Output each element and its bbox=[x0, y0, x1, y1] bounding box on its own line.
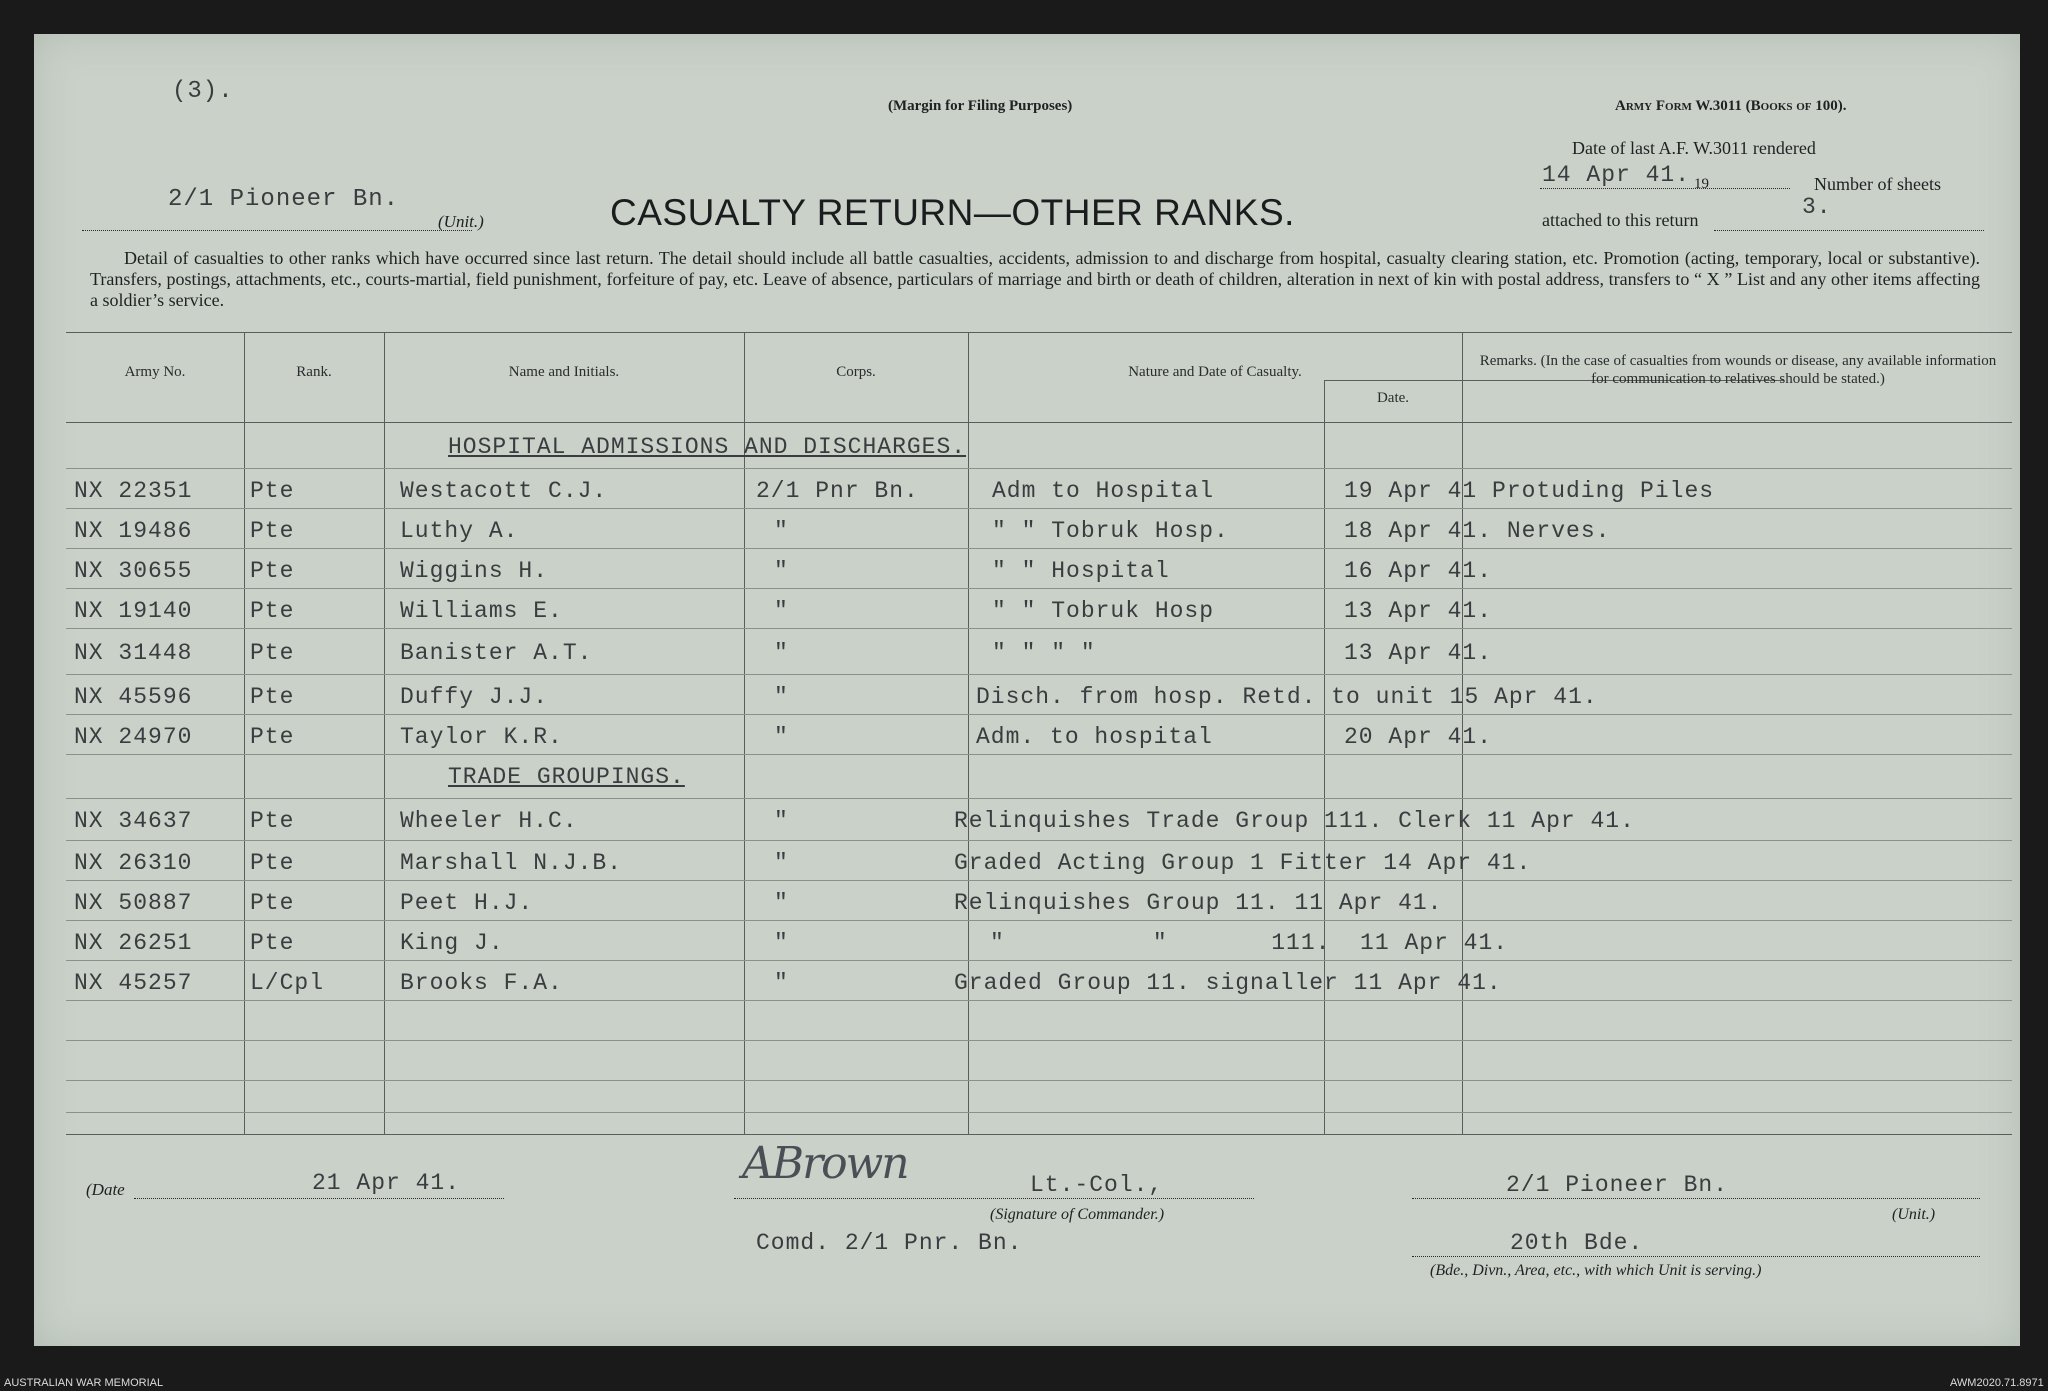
sheets-value: 3. bbox=[1802, 194, 1832, 220]
casualty-nature: Adm. to hospital bbox=[976, 724, 1213, 750]
row-line bbox=[66, 1040, 2012, 1041]
casualty-nature: Graded Group 11. signaller 11 Apr 41. bbox=[954, 970, 1502, 996]
table-top-border bbox=[66, 332, 2012, 333]
brigade-line bbox=[1412, 1256, 1980, 1257]
bottom-unit-label: (Unit.) bbox=[1892, 1206, 1936, 1223]
header-army-no: Army No. bbox=[124, 364, 186, 380]
corps: " bbox=[774, 558, 789, 584]
row-line bbox=[66, 1080, 2012, 1081]
row-line bbox=[66, 714, 2012, 715]
name-initials: Wheeler H.C. bbox=[400, 808, 578, 834]
name-initials: Westacott C.J. bbox=[400, 478, 608, 504]
unit-value: 2/1 Pioneer Bn. bbox=[168, 186, 400, 213]
army-number: NX 24970 bbox=[74, 724, 193, 750]
rank: Pte bbox=[250, 518, 295, 544]
corps: " bbox=[774, 724, 789, 750]
unit-dotted-line bbox=[82, 230, 472, 231]
rank: L/Cpl bbox=[250, 970, 325, 996]
archive-credit: AUSTRALIAN WAR MEMORIAL bbox=[4, 1377, 164, 1389]
corps: " bbox=[774, 850, 789, 876]
bottom-date-value: 21 Apr 41. bbox=[312, 1170, 461, 1196]
row-line bbox=[66, 1000, 2012, 1001]
year-prefix: 19 bbox=[1694, 176, 1709, 192]
row-line bbox=[66, 960, 2012, 961]
name-initials: Banister A.T. bbox=[400, 640, 593, 666]
casualty-date: 13 Apr 41. bbox=[1344, 598, 1493, 624]
rank: Pte bbox=[250, 684, 295, 710]
name-initials: Marshall N.J.B. bbox=[400, 850, 623, 876]
header-rank: Rank. bbox=[296, 364, 332, 380]
rank: Pte bbox=[250, 478, 295, 504]
col-divider-2 bbox=[384, 332, 385, 1134]
row-line bbox=[66, 798, 2012, 799]
rank: Pte bbox=[250, 930, 295, 956]
sheets-label: Number of sheets bbox=[1814, 174, 1941, 194]
commander-rank: Lt.-Col., bbox=[1030, 1172, 1164, 1198]
brigade-label: (Bde., Divn., Area, etc., with which Unit is serving.) bbox=[1430, 1262, 1762, 1279]
sheets-dotted-line bbox=[1714, 230, 1984, 231]
col-divider-4 bbox=[968, 332, 969, 1134]
casualty-nature: Disch. from hosp. Retd. to unit 15 Apr 41. bbox=[976, 684, 1598, 710]
commander-appointment: Comd. 2/1 Pnr. Bn. bbox=[756, 1230, 1023, 1256]
col-divider-5 bbox=[1324, 380, 1325, 1134]
section-hospital: HOSPITAL ADMISSIONS AND DISCHARGES. bbox=[448, 434, 967, 460]
casualty-nature: " " " " bbox=[992, 640, 1096, 666]
table-header-border bbox=[66, 422, 2012, 423]
rank: Pte bbox=[250, 850, 295, 876]
army-number: NX 45257 bbox=[74, 970, 193, 996]
signature-label: (Signature of Commander.) bbox=[990, 1206, 1165, 1223]
army-number: NX 31448 bbox=[74, 640, 193, 666]
commander-signature: ABrown bbox=[742, 1138, 908, 1189]
army-number: NX 26310 bbox=[74, 850, 193, 876]
row-line bbox=[66, 468, 2012, 469]
casualty-date: 19 Apr 41 Protuding Piles bbox=[1344, 478, 1715, 504]
army-number: NX 26251 bbox=[74, 930, 193, 956]
row-line bbox=[66, 508, 2012, 509]
form-sheet bbox=[34, 34, 2020, 1346]
army-number: NX 19486 bbox=[74, 518, 193, 544]
casualty-nature: " " Hospital bbox=[992, 558, 1170, 584]
bottom-date-line bbox=[134, 1198, 504, 1199]
section-trade: TRADE GROUPINGS. bbox=[448, 764, 685, 790]
corps: " bbox=[774, 518, 789, 544]
header-nature: Nature and Date of Casualty. bbox=[1128, 364, 1302, 380]
bottom-date-label: (Date bbox=[86, 1180, 125, 1199]
archive-reference: AWM2020.71.8971 bbox=[1950, 1377, 2044, 1389]
unit-label: (Unit.) bbox=[438, 212, 484, 231]
header-name: Name and Initials. bbox=[508, 364, 620, 380]
corps: 2/1 Pnr Bn. bbox=[756, 478, 919, 504]
row-line bbox=[66, 754, 2012, 755]
army-number: NX 50887 bbox=[74, 890, 193, 916]
casualty-nature: Relinquishes Group 11. 11 Apr 41. bbox=[954, 890, 1443, 916]
army-number: NX 22351 bbox=[74, 478, 193, 504]
name-initials: Williams E. bbox=[400, 598, 563, 624]
rank: Pte bbox=[250, 558, 295, 584]
signature-line bbox=[734, 1198, 1254, 1199]
corps: " bbox=[774, 640, 789, 666]
casualty-nature: " " Tobruk Hosp. bbox=[992, 518, 1229, 544]
rank: Pte bbox=[250, 808, 295, 834]
brigade-value: 20th Bde. bbox=[1510, 1230, 1644, 1256]
row-line bbox=[66, 548, 2012, 549]
date-last-return-value: 14 Apr 41. bbox=[1542, 162, 1691, 188]
col-divider-1 bbox=[244, 332, 245, 1134]
row-line bbox=[66, 674, 2012, 675]
header-corps: Corps. bbox=[836, 364, 876, 380]
row-line bbox=[66, 1112, 2012, 1113]
form-instructions: Detail of casualties to other ranks which have occurred since last return. The detail should include all battle casualties, accidents, admission to and discharge from hospital, casualty clearing station, etc. Promotion (acting, temporary, local or substantive). Transfers, postings, attachments, etc., courts-martial, field punishment, forfeiture of pay, etc. Leave of absence, particulars of marriage and birth or death of children, alteration in next of kin with postal address, transfers to “ X ” List and any other items affecting a soldier’s service. bbox=[90, 248, 1980, 310]
casualty-date: 16 Apr 41. bbox=[1344, 558, 1493, 584]
casualty-date: 20 Apr 41. bbox=[1344, 724, 1493, 750]
header-remarks: Remarks. (In the case of casualties from wounds or disease, any available information for communication to relatives should be stated.) bbox=[1479, 353, 1997, 387]
corner-number: (3). bbox=[172, 78, 234, 105]
margin-note: (Margin for Filing Purposes) bbox=[888, 98, 1073, 114]
row-line bbox=[66, 880, 2012, 881]
rank: Pte bbox=[250, 640, 295, 666]
corps: " bbox=[774, 598, 789, 624]
casualty-nature: Adm to Hospital bbox=[992, 478, 1215, 504]
date-last-return-label: Date of last A.F. W.3011 rendered bbox=[1572, 138, 1816, 158]
name-initials: Duffy J.J. bbox=[400, 684, 549, 710]
name-initials: Taylor K.R. bbox=[400, 724, 563, 750]
army-number: NX 30655 bbox=[74, 558, 193, 584]
attached-label: attached to this return bbox=[1542, 210, 1699, 230]
name-initials: Luthy A. bbox=[400, 518, 519, 544]
casualty-date: 13 Apr 41. bbox=[1344, 640, 1493, 666]
form-title: CASUALTY RETURN—OTHER RANKS. bbox=[610, 192, 1295, 233]
date-dotted-line bbox=[1540, 188, 1790, 189]
name-initials: Peet H.J. bbox=[400, 890, 534, 916]
casualty-nature: " " 111. 11 Apr 41. bbox=[990, 930, 1509, 956]
bottom-unit-value: 2/1 Pioneer Bn. bbox=[1506, 1172, 1729, 1198]
rank: Pte bbox=[250, 598, 295, 624]
row-line bbox=[66, 920, 2012, 921]
row-line bbox=[66, 588, 2012, 589]
corps: " bbox=[774, 684, 789, 710]
name-initials: King J. bbox=[400, 930, 504, 956]
corps: " bbox=[774, 930, 789, 956]
corps: " bbox=[774, 808, 789, 834]
casualty-nature: " " Tobruk Hosp bbox=[992, 598, 1215, 624]
army-number: NX 45596 bbox=[74, 684, 193, 710]
army-number: NX 19140 bbox=[74, 598, 193, 624]
table-bottom-border bbox=[66, 1134, 2012, 1135]
header-date: Date. bbox=[1376, 390, 1410, 406]
row-line bbox=[66, 628, 2012, 629]
rank: Pte bbox=[250, 724, 295, 750]
casualty-nature: Relinquishes Trade Group 111. Clerk 11 Apr 41. bbox=[954, 808, 1635, 834]
row-line bbox=[66, 840, 2012, 841]
name-initials: Wiggins H. bbox=[400, 558, 549, 584]
rank: Pte bbox=[250, 890, 295, 916]
corps: " bbox=[774, 890, 789, 916]
casualty-date: 18 Apr 41. Nerves. bbox=[1344, 518, 1611, 544]
bottom-unit-line bbox=[1412, 1198, 1980, 1199]
corps: " bbox=[774, 970, 789, 996]
name-initials: Brooks F.A. bbox=[400, 970, 563, 996]
army-number: NX 34637 bbox=[74, 808, 193, 834]
casualty-nature: Graded Acting Group 1 Fitter 14 Apr 41. bbox=[954, 850, 1532, 876]
form-reference: Army Form W.3011 (Books of 100). bbox=[1615, 98, 1847, 114]
